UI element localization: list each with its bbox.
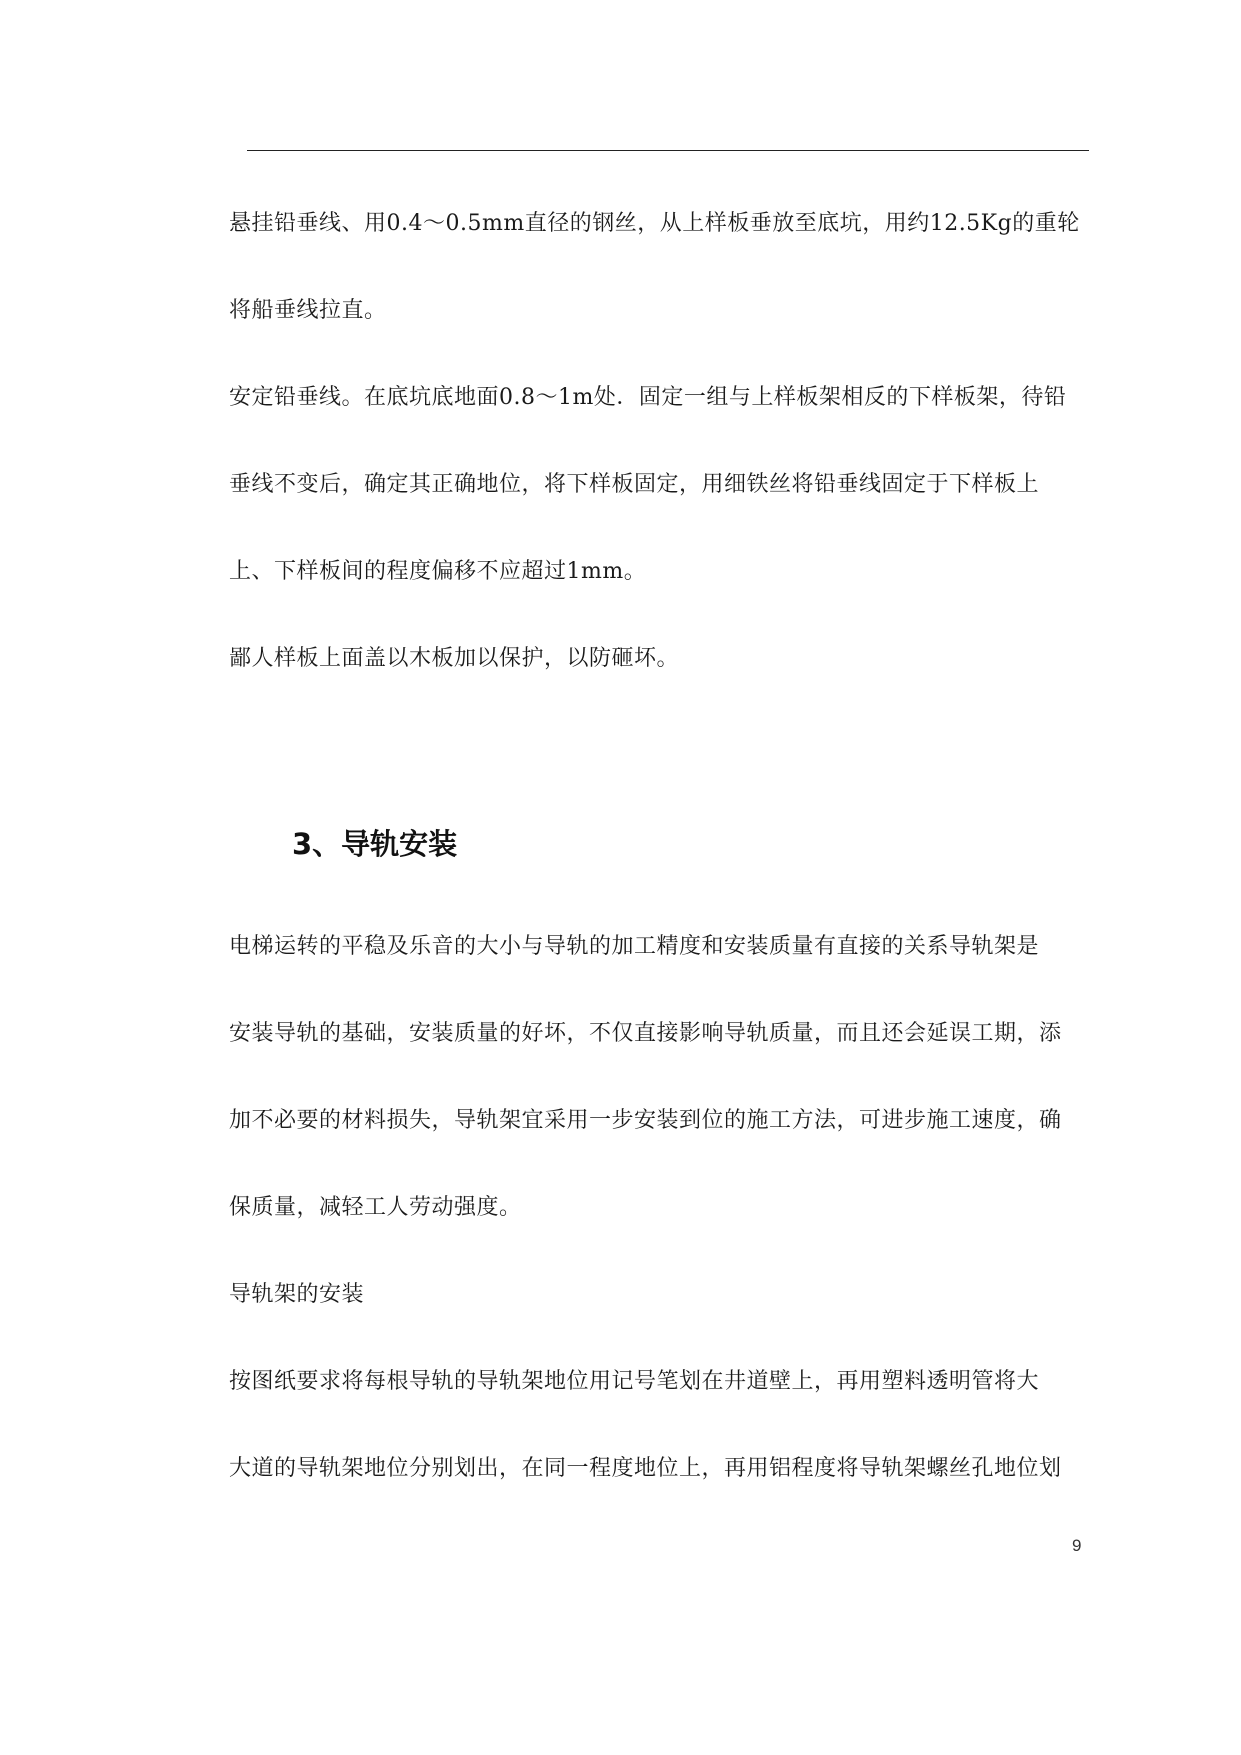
header-rule — [247, 150, 1089, 151]
text-line: 悬挂铅垂线、用0.4～0.5mm直径的钢丝，从上样板垂放至底坑，用约12.5Kg的重轮 — [229, 211, 1080, 236]
section-heading: 3、导轨安装 — [292, 827, 458, 861]
text-line: 上、下样板间的程度偏移不应超过1mm。 — [229, 559, 647, 584]
text-line: 将船垂线拉直。 — [229, 298, 387, 323]
text-line: 垂线不变后，确定其正确地位，将下样板固定，用细铁丝将铅垂线固定于下样板上 — [229, 472, 1040, 497]
text-line: 加不必要的材料损失，导轨架宜采用一步安装到位的施工方法，可进步施工速度，确 — [229, 1108, 1062, 1133]
page-number: 9 — [1072, 1536, 1082, 1555]
text-line: 安装导轨的基础，安装质量的好坏，不仅直接影响导轨质量，而且还会延误工期，添 — [229, 1021, 1062, 1046]
text-line: 大道的导轨架地位分别划出，在同一程度地位上，再用铝程度将导轨架螺丝孔地位划 — [229, 1456, 1062, 1481]
subheading-line: 导轨架的安装 — [229, 1282, 365, 1307]
text-line: 保质量，减轻工人劳动强度。 — [229, 1195, 522, 1220]
text-line: 电梯运转的平稳及乐音的大小与导轨的加工精度和安装质量有直接的关系导轨架是 — [229, 934, 1040, 959]
text-line: 鄙人样板上面盖以木板加以保护，以防砸坏。 — [229, 646, 680, 671]
text-line: 安定铅垂线。在底坑底地面0.8～1m处．固定一组与上样板架相反的下样板架，待铅 — [229, 385, 1067, 410]
text-line: 按图纸要求将每根导轨的导轨架地位用记号笔划在井道壁上，再用塑料透明管将大 — [229, 1369, 1040, 1394]
